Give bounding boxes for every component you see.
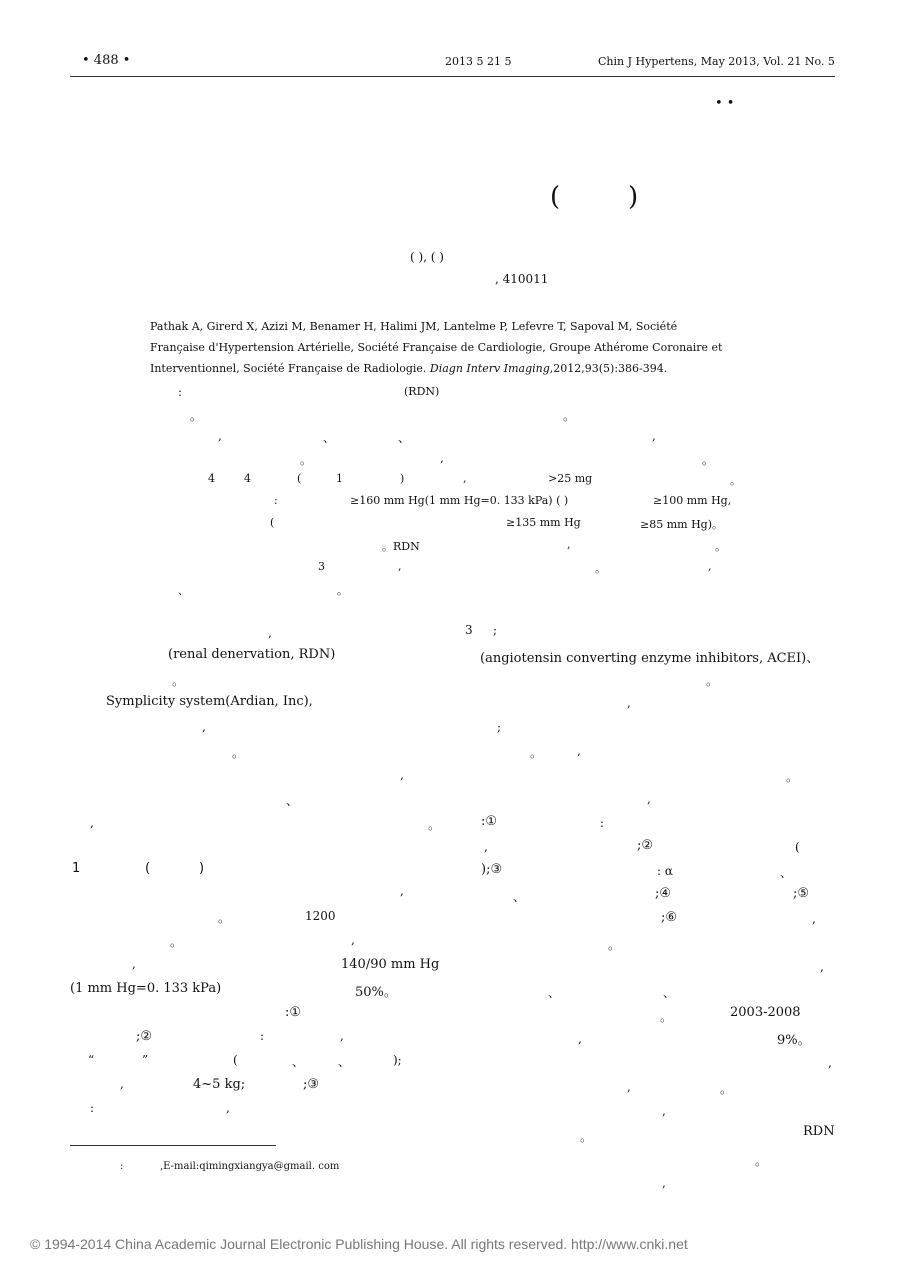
body-left-text: , [400, 768, 404, 782]
body-right-text: ; [493, 623, 498, 637]
abstract-text: , [463, 472, 467, 485]
body-left-text: 。 [428, 818, 441, 832]
body-left-text: , [132, 957, 136, 971]
abstract-text: 。 [702, 453, 715, 467]
abstract-text: : [274, 494, 278, 507]
body-left-text: , [340, 1029, 344, 1043]
body-left-text: 、 [286, 794, 299, 808]
body-right-text: 。 [580, 1130, 593, 1144]
abstract-text: 4 [208, 472, 215, 485]
body-left-text: ( [233, 1053, 238, 1067]
body-left-text: ;② [136, 1029, 153, 1044]
body-right-text: , [812, 912, 816, 926]
body-left-text: 、 [292, 1055, 305, 1069]
body-right-text: 、 [780, 866, 793, 880]
body-left-text: (renal denervation, RDN) [168, 647, 336, 662]
body-left-text: ” [142, 1053, 149, 1067]
citation-journal: Diagn Interv Imaging [429, 362, 550, 375]
body-left-text: 4~5 kg; [193, 1077, 246, 1092]
citation-line-3-suffix: ,2012,93(5):386-394. [549, 362, 668, 375]
abstract-text: 3 [318, 560, 325, 573]
body-left-text: 140/90 mm Hg [341, 957, 440, 972]
body-right-text: : α [657, 864, 673, 878]
body-right-text: , [820, 960, 824, 974]
body-left-text: 。 [170, 935, 183, 949]
body-right-text: 。 [530, 746, 543, 760]
abstract-text: ( [297, 472, 302, 485]
abstract-text: ≥100 mm Hg, [653, 494, 732, 507]
abstract-text: , [218, 429, 222, 443]
abstract-text: ≥135 mm Hg [506, 516, 581, 529]
abstract-text: 。 [563, 409, 576, 423]
body-left-text: ;③ [303, 1077, 320, 1092]
body-left-text: ); [393, 1053, 402, 1067]
body-right-text: 。 [660, 1010, 673, 1024]
footnote-label: : [120, 1161, 124, 1172]
abstract-text: 。 [300, 453, 313, 467]
abstract-text: 。 [730, 474, 741, 487]
abstract-text: 、 [323, 431, 336, 445]
section-heading-paren-left: ( [145, 861, 151, 876]
body-left-text: (1 mm Hg=0. 133 kPa) [70, 981, 222, 996]
body-right-text: 。 [608, 938, 621, 952]
body-right-text: , [577, 744, 581, 758]
abstract-text: 。 [715, 540, 726, 553]
body-right-text: 。 [755, 1154, 768, 1168]
body-left-text: 。 [172, 674, 185, 688]
journal-issue-cn: 2013 5 21 5 [445, 55, 512, 68]
abstract-text: 。 [190, 409, 203, 423]
body-right-text: 3 [465, 623, 473, 637]
footnote-rule [70, 1145, 276, 1146]
body-left-text: 。 [218, 911, 231, 925]
body-left-text: 50%。 [355, 985, 397, 1000]
body-right-text: : [600, 816, 605, 830]
body-right-text: , [578, 1032, 582, 1046]
body-right-text: 9%。 [777, 1033, 811, 1048]
body-right-text: :① [481, 814, 498, 829]
body-right-text: ; [497, 720, 502, 734]
body-left-text: 、 [338, 1055, 351, 1069]
body-left-text: , [351, 933, 355, 947]
abstract-text: , [708, 560, 712, 573]
author-line-1: ( ), ( ) [410, 250, 444, 264]
abstract-label-colon: : [178, 385, 183, 399]
abstract-rdn: (RDN) [404, 385, 440, 398]
body-right-text: 、 [548, 986, 561, 1000]
body-left-text: , [226, 1101, 230, 1115]
body-left-text: 1200 [305, 909, 336, 923]
body-left-text: , [120, 1077, 124, 1091]
abstract-text: , [440, 451, 444, 465]
body-left-text: : [90, 1101, 95, 1115]
body-right-text: , [627, 1080, 631, 1094]
body-right-text: , [627, 696, 631, 710]
body-right-text: 2003-2008 [730, 1005, 801, 1020]
body-right-text: , [828, 1056, 832, 1070]
abstract-text: >25 mg [548, 472, 593, 485]
section-number: 1 [72, 861, 81, 876]
body-left-text: , [400, 884, 404, 898]
body-right-text: ;④ [655, 886, 672, 901]
citation-line-1: Pathak A, Girerd X, Azizi M, Benamer H, Halimi JM, Lantelme P, Lefevre T, Sapoval M, Société [150, 320, 678, 333]
body-right-text: , [647, 792, 651, 806]
copyright-notice: © 1994-2014 China Academic Journal Electronic Publishing House. All rights reserved. http://www.cnki.net [30, 1236, 688, 1252]
body-right-text: ;⑤ [793, 886, 810, 901]
abstract-text: 4 [244, 472, 251, 485]
citation-line-3-prefix: Interventionnel, Société Française de Radiologie. [150, 362, 427, 375]
body-right-text: , [484, 840, 488, 854]
body-right-text: );③ [481, 862, 503, 877]
title-paren-right: ) [628, 182, 639, 212]
abstract-text: 。 [337, 584, 348, 597]
body-right-text: 。 [720, 1082, 733, 1096]
body-left-text: : [260, 1029, 265, 1043]
citation-line-3 [150, 362, 667, 375]
body-right-text: , [662, 1104, 666, 1118]
body-right-text: ;② [637, 838, 654, 853]
abstract-text: , [652, 429, 656, 443]
abstract-text: ( [270, 516, 275, 529]
footnote-email: ,E-mail:qimingxiangya@gmail. com [160, 1161, 340, 1172]
abstract-text: ≥85 mm Hg)。 [640, 518, 723, 531]
author-affiliation: , 410011 [495, 272, 549, 286]
abstract-text: 、 [398, 431, 411, 445]
citation-line-2: Française d'Hypertension Artérielle, Société Française de Cardiologie, Groupe Athérome Coronaire et [150, 341, 723, 354]
abstract-text: , [398, 560, 402, 573]
body-right-text: ( [795, 840, 800, 854]
abstract-text: ) [400, 472, 405, 485]
abstract-text: , [567, 538, 571, 551]
body-right-text: 、 [513, 890, 526, 904]
body-left-text: “ [88, 1053, 95, 1067]
abstract-text: 、 [178, 584, 189, 597]
header-rule [70, 76, 835, 77]
abstract-text: 1 [336, 472, 343, 485]
section-heading-paren-right: ) [199, 861, 205, 876]
body-right-text: (angiotensin converting enzyme inhibitors, ACEI)、 [480, 651, 820, 666]
body-right-text: 。 [786, 770, 799, 784]
body-right-text: , [662, 1176, 666, 1190]
page-number: • 488 • [82, 53, 131, 68]
column-label-dots: • • [715, 96, 735, 111]
body-left-text: , [268, 626, 272, 640]
abstract-text: 。RDN [382, 540, 420, 553]
body-right-text: 、 [663, 986, 676, 1000]
abstract-text: ≥160 mm Hg(1 mm Hg=0. 133 kPa) ( ) [350, 494, 569, 507]
title-paren-left: ( [550, 182, 561, 212]
body-right-text: 。 [706, 674, 719, 688]
body-right-text: RDN [803, 1124, 835, 1139]
abstract-text: 。 [595, 562, 606, 575]
body-left-text: 。 [232, 746, 245, 760]
body-left-text: :① [285, 1005, 302, 1020]
body-left-text: , [202, 720, 206, 734]
body-left-text: , [90, 816, 94, 830]
journal-issue-en: Chin J Hypertens, May 2013, Vol. 21 No. 5 [598, 55, 835, 68]
body-right-text: ;⑥ [661, 910, 678, 925]
body-left-text: Symplicity system(Ardian, Inc), [106, 694, 313, 709]
